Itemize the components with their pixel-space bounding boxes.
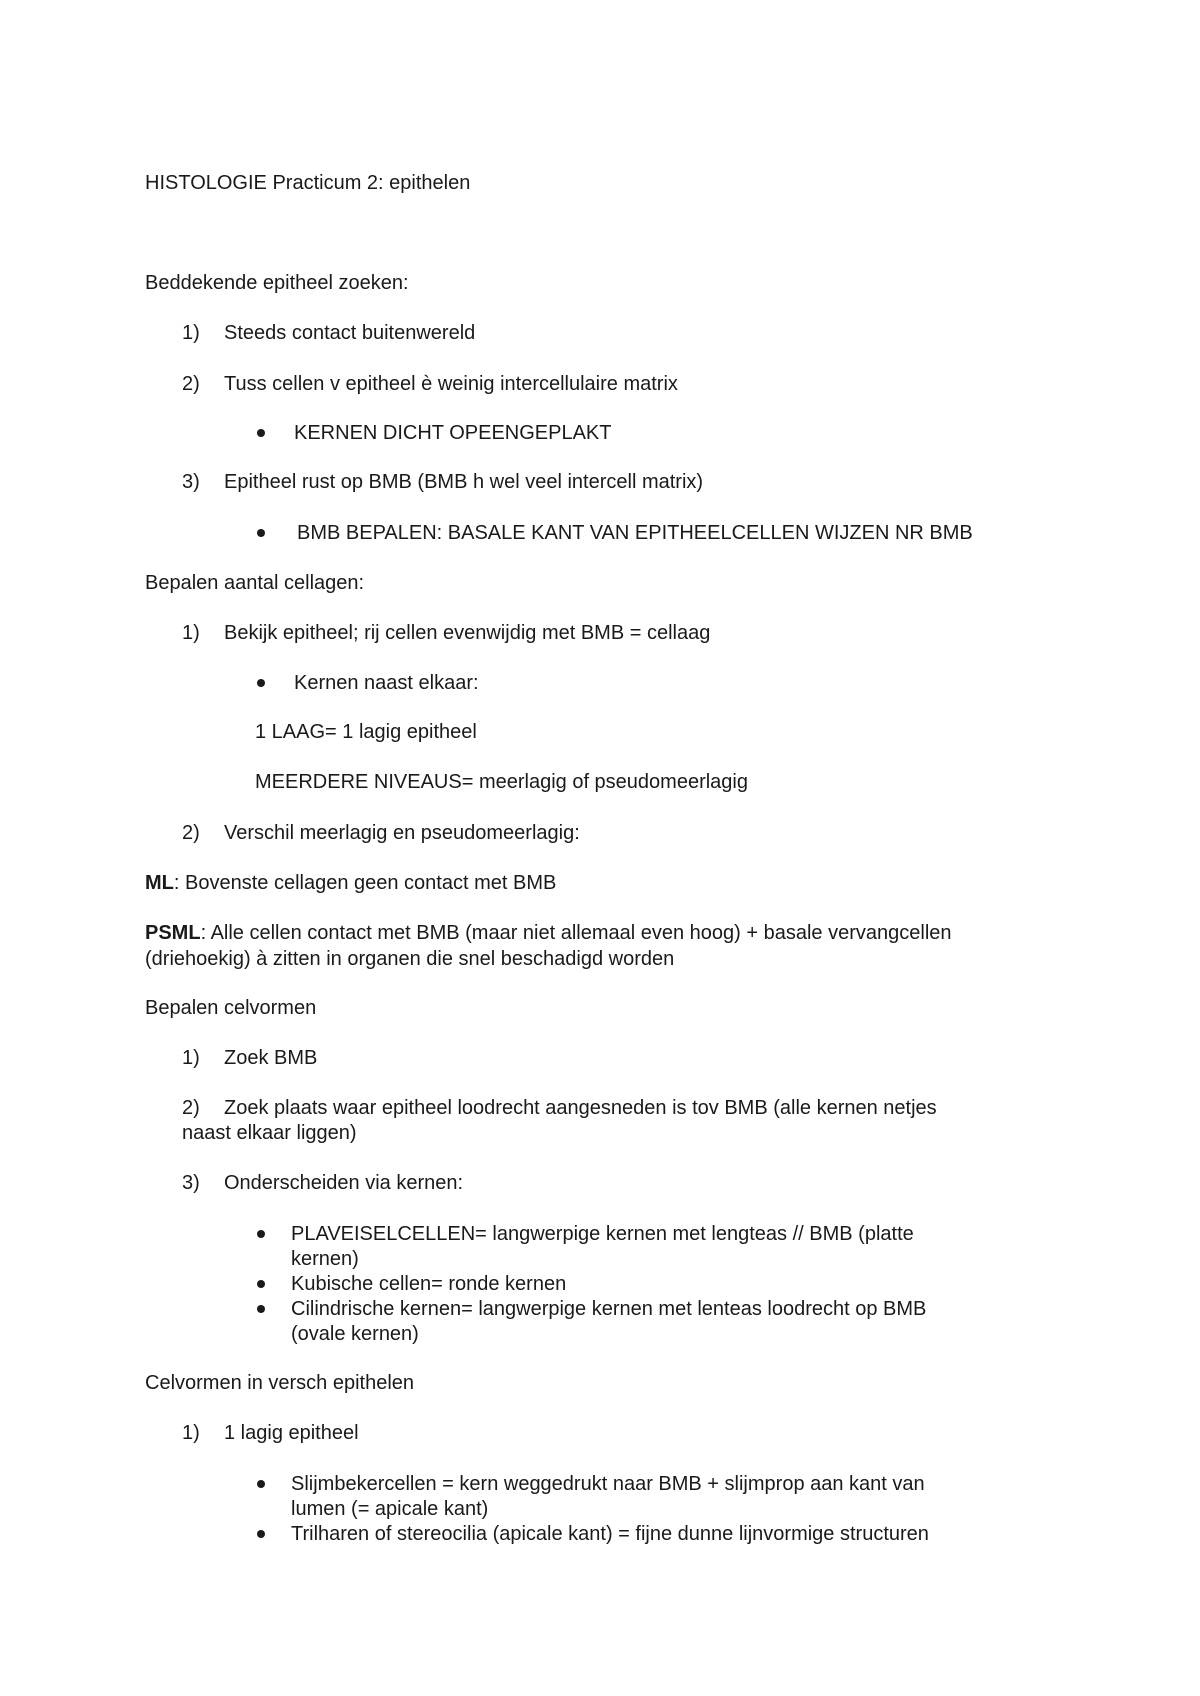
bullet-item: BMB BEPALEN: BASALE KANT VAN EPITHEELCELLEN WIJZEN NR BMB [297, 522, 973, 544]
bullet-icon [257, 529, 265, 537]
list-item: 1) Bekijk epitheel; rij cellen evenwijdig met BMB = cellaag [182, 622, 711, 644]
bullet-icon [257, 1305, 265, 1313]
list-item: 1) Steeds contact buitenwereld [182, 322, 476, 344]
paragraph: 1 LAAG= 1 lagig epitheel [255, 721, 477, 743]
bullet-item-continued: kernen) [291, 1248, 359, 1270]
section-heading-celvormen: Bepalen celvormen [145, 997, 317, 1019]
section-heading-cellagen: Bepalen aantal cellagen: [145, 572, 365, 594]
list-number: 1) [182, 1047, 200, 1069]
list-item: 2) Zoek plaats waar epitheel loodrecht aangesneden is tov BMB (alle kernen netjes [182, 1097, 937, 1119]
ml-label: ML [145, 872, 174, 894]
list-item: 1) 1 lagig epitheel [182, 1422, 359, 1444]
bullet-item: PLAVEISELCELLEN= langwerpige kernen met lengteas // BMB (platte [291, 1223, 914, 1245]
list-number: 1) [182, 1422, 200, 1444]
bullet-item-continued: lumen (= apicale kant) [291, 1498, 489, 1520]
document-title: HISTOLOGIE Practicum 2: epithelen [145, 172, 471, 194]
list-number: 1) [182, 322, 200, 344]
bullet-item: Trilharen of stereocilia (apicale kant) = fijne dunne lijnvormige structuren [291, 1523, 929, 1545]
section-heading-versch-epithelen: Celvormen in versch epithelen [145, 1372, 415, 1394]
bullet-item-continued: (ovale kernen) [291, 1323, 419, 1345]
paragraph-psml-continued: (driehoekig) à zitten in organen die snel beschadigd worden [145, 948, 675, 970]
list-item: 3) Onderscheiden via kernen: [182, 1172, 464, 1194]
bullet-icon [257, 429, 265, 437]
bullet-item: Kernen naast elkaar: [294, 672, 479, 694]
bullet-icon [257, 679, 265, 687]
bullet-icon [257, 1530, 265, 1538]
list-number: 1) [182, 622, 200, 644]
list-item: 2) Verschil meerlagig en pseudomeerlagig: [182, 822, 580, 844]
list-number: 3) [182, 1172, 200, 1194]
bullet-item: Slijmbekercellen = kern weggedrukt naar BMB + slijmprop aan kant van [291, 1473, 925, 1495]
paragraph-ml: ML: Bovenste cellagen geen contact met BMB [145, 872, 557, 894]
list-number: 2) [182, 373, 200, 395]
bullet-icon [257, 1480, 265, 1488]
bullet-item: KERNEN DICHT OPEENGEPLAKT [294, 422, 612, 444]
bullet-icon [257, 1280, 265, 1288]
list-number: 3) [182, 471, 200, 493]
psml-label: PSML [145, 922, 201, 944]
list-item: 2) Tuss cellen v epitheel è weinig intercellulaire matrix [182, 373, 678, 395]
list-item: 1) Zoek BMB [182, 1047, 318, 1069]
bullet-item: Cilindrische kernen= langwerpige kernen met lenteas loodrecht op BMB [291, 1298, 927, 1320]
paragraph: MEERDERE NIVEAUS= meerlagig of pseudomeerlagig [255, 771, 748, 793]
list-number: 2) [182, 822, 200, 844]
list-item-continued: naast elkaar liggen) [182, 1122, 357, 1144]
bullet-item: Kubische cellen= ronde kernen [291, 1273, 567, 1295]
list-item: 3) Epitheel rust op BMB (BMB h wel veel intercell matrix) [182, 471, 704, 493]
list-number: 2) [182, 1097, 200, 1119]
paragraph-psml: PSML: Alle cellen contact met BMB (maar niet allemaal even hoog) + basale vervangcellen [145, 922, 952, 944]
bullet-icon [257, 1230, 265, 1238]
section-heading-epitheel-zoeken: Beddekende epitheel zoeken: [145, 272, 409, 294]
